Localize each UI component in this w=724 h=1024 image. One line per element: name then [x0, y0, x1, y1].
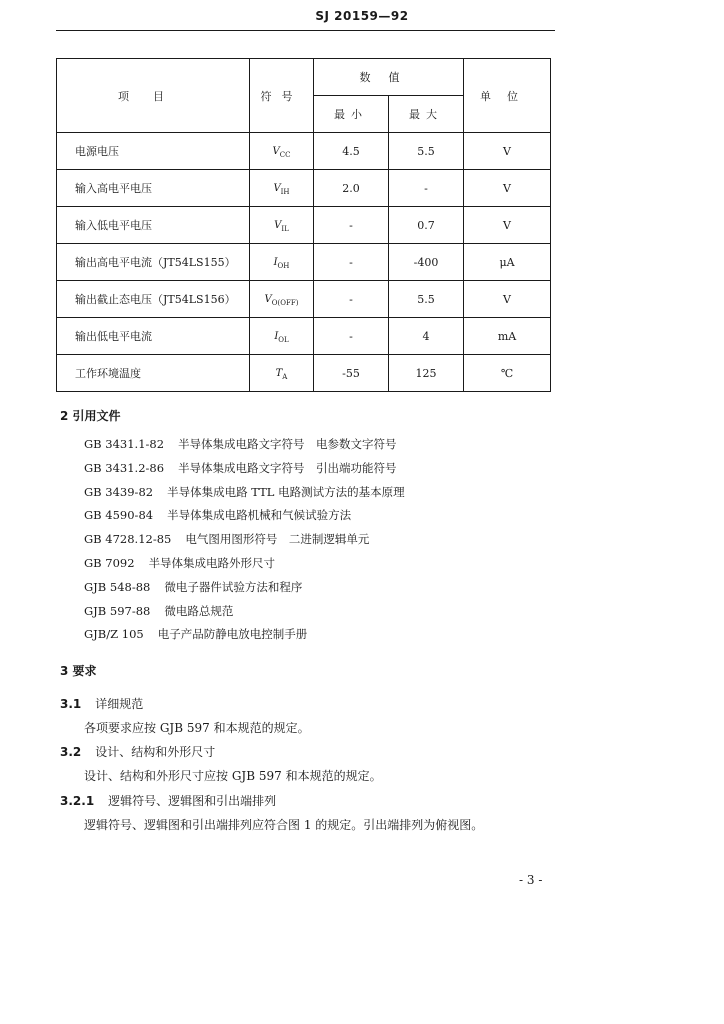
table-row [57, 133, 551, 170]
header-min: 最小 [314, 96, 389, 133]
symbol-cell: $V_{IL}$ [250, 207, 314, 244]
header-rule [56, 30, 555, 31]
reference-item [84, 531, 369, 547]
max-cell: 5.5 [389, 133, 464, 170]
item-cell: 输出高电平电流（JT54LS155） [57, 244, 250, 281]
max-cell: 0.7 [389, 207, 464, 244]
reference-title: 半导体集成电路外形尺寸 [148, 556, 276, 570]
clause-3-2: 3.2 设计、结构和外形尺寸 [60, 745, 216, 759]
unit-cell: V [464, 207, 551, 244]
reference-item [84, 603, 233, 619]
max-cell: 5.5 [389, 281, 464, 318]
reference-code: GJB/Z 105 [84, 627, 144, 642]
unit-cell: μA [464, 244, 551, 281]
clause-3-1: 3.1 详细规范 [60, 697, 144, 711]
reference-item [84, 555, 275, 571]
item-cell: 工作环境温度 [57, 355, 250, 392]
reference-item [84, 579, 302, 595]
table-row [57, 281, 551, 318]
header-value: 数值 [314, 59, 464, 96]
min-cell: 2.0 [314, 170, 389, 207]
reference-code: GB 4728.12-85 [84, 532, 172, 547]
max-cell: 4 [389, 318, 464, 355]
symbol-cell: $I_{OH}$ [250, 244, 314, 281]
header-item: 项目 [57, 59, 250, 133]
item-cell: 输入高电平电压 [57, 170, 250, 207]
symbol-cell: $V_{O(OFF)}$ [250, 281, 314, 318]
reference-title: 电气图用图形符号 二进制逻辑单元 [185, 532, 370, 547]
clause-3-2-1: 3.2.1 逻辑符号、逻辑图和引出端排列 [60, 794, 277, 808]
clause-3-1-body: 各项要求应按 GJB 597 和本规范的规定。 [84, 721, 310, 735]
table-row [57, 170, 551, 207]
unit-cell: V [464, 281, 551, 318]
reference-code: GB 3431.2-86 [84, 460, 165, 475]
table-row [57, 318, 551, 355]
symbol-cell: $T_A$ [250, 355, 314, 392]
reference-title: 半导体集成电路机械和气候试验方法 [167, 508, 352, 523]
reference-code: GB 3431.1-82 [84, 437, 165, 451]
reference-title: 微电子器件试验方法和程序 [164, 579, 303, 594]
min-cell: - [314, 281, 389, 318]
symbol-cell: $V_{IH}$ [250, 170, 314, 207]
page-number: - 3 - [519, 873, 543, 887]
reference-code: GJB 597-88 [84, 603, 151, 618]
min-cell: 4.5 [314, 133, 389, 170]
unit-cell: mA [464, 318, 551, 355]
reference-code: GB 3439-82 [84, 484, 154, 499]
item-cell: 输出截止态电压（JT54LS156） [57, 281, 250, 318]
reference-title: 电子产品防静电放电控制手册 [157, 627, 308, 642]
header-symbol: 符号 [250, 59, 314, 133]
reference-item [84, 484, 405, 500]
clause-3-2-1-body: 逻辑符号、逻辑图和引出端排列应符合图 1 的规定。引出端排列为俯视图。 [84, 818, 484, 832]
min-cell: - [314, 244, 389, 281]
symbol-cell: $I_{OL}$ [250, 318, 314, 355]
reference-item [84, 436, 397, 452]
header-unit: 单位 [464, 59, 551, 133]
reference-code: GB 7092 [84, 556, 135, 570]
document-code-header: SJ 20159—92 [315, 9, 409, 23]
max-cell: - [389, 170, 464, 207]
min-cell: -55 [314, 355, 389, 392]
section-3-heading: 3 要求 [60, 664, 97, 678]
table-row [57, 207, 551, 244]
reference-item [84, 460, 397, 476]
clause-3-2-body: 设计、结构和外形尺寸应按 GJB 597 和本规范的规定。 [84, 769, 382, 783]
section-2-heading: 2 引用文件 [60, 409, 121, 423]
table-row [57, 244, 551, 281]
reference-title: 微电路总规范 [164, 603, 234, 618]
unit-cell: V [464, 133, 551, 170]
item-cell: 输入低电平电压 [57, 207, 250, 244]
item-cell: 电源电压 [57, 133, 250, 170]
reference-title: 半导体集成电路文字符号 电参数文字符号 [178, 437, 397, 451]
item-cell: 输出低电平电流 [57, 318, 250, 355]
reference-title: 半导体集成电路文字符号 引出端功能符号 [178, 460, 397, 475]
reference-item [84, 507, 351, 523]
reference-title: 半导体集成电路 TTL 电路测试方法的基本原理 [167, 484, 405, 499]
reference-code: GB 4590-84 [84, 508, 154, 523]
min-cell: - [314, 318, 389, 355]
table-row [57, 355, 551, 392]
unit-cell: V [464, 170, 551, 207]
reference-code: GJB 548-88 [84, 579, 151, 594]
symbol-cell: $V_{CC}$ [250, 133, 314, 170]
max-cell: -400 [389, 244, 464, 281]
max-cell: 125 [389, 355, 464, 392]
reference-item [84, 626, 307, 642]
min-cell: - [314, 207, 389, 244]
unit-cell: ℃ [464, 355, 551, 392]
recommended-operating-conditions-table [56, 58, 551, 392]
header-max: 最大 [389, 96, 464, 133]
